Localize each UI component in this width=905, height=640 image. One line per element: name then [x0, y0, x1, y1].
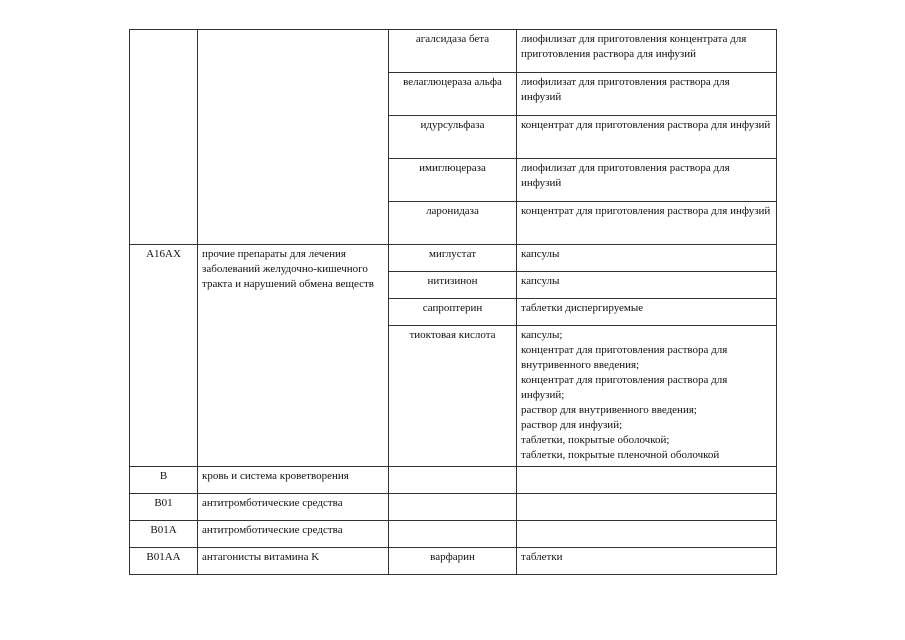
drug-name-cell: имиглюцераза	[389, 159, 517, 202]
atc-code-cell: B	[130, 467, 198, 494]
dosage-form-cell	[517, 494, 777, 521]
drug-name-cell: агалсидаза бета	[389, 30, 517, 73]
dosage-form: концентрат для приготовления раствора для инфузий	[521, 205, 771, 217]
table-row	[130, 467, 777, 494]
dosage-form: концентрат для приготовления раствора для инфузий;	[521, 374, 728, 401]
dosage-form-cell	[517, 326, 777, 467]
dosage-form-cell	[517, 30, 777, 73]
atc-name-cell: кровь и система кроветворения	[198, 467, 389, 494]
atc-name-cell: антитромботические средства	[198, 521, 389, 548]
drug-table	[129, 29, 777, 575]
dosage-form-cell	[517, 467, 777, 494]
drug-name-cell: ларонидаза	[389, 202, 517, 245]
atc-code-cell: B01A	[130, 521, 198, 548]
dosage-form: таблетки, покрытые пленочной оболочкой	[521, 449, 720, 461]
table-row	[130, 548, 777, 575]
dosage-form: концентрат для приготовления раствора для внутривенного введения;	[521, 344, 728, 371]
dosage-form: раствор для внутривенного введения;	[521, 404, 697, 416]
atc-code-cell: B01	[130, 494, 198, 521]
atc-name-cell: антитромботические средства	[198, 494, 389, 521]
atc-code-cell	[130, 30, 198, 245]
dosage-form-cell	[517, 116, 777, 159]
drug-name-cell	[389, 467, 517, 494]
dosage-form-cell	[517, 202, 777, 245]
dosage-form: таблетки, покрытые оболочкой;	[521, 434, 670, 446]
atc-name-cell: прочие препараты для лечения заболеваний желудочно-кишечного тракта и нарушений обмена веществ	[198, 245, 389, 467]
dosage-form: концентрат для приготовления раствора для инфузий	[521, 119, 771, 131]
dosage-form-cell	[517, 245, 777, 272]
dosage-form: таблетки	[521, 551, 563, 563]
table-row	[130, 521, 777, 548]
dosage-form-cell	[517, 73, 777, 116]
dosage-form: таблетки диспергируемые	[521, 302, 644, 314]
atc-code-cell: A16AX	[130, 245, 198, 467]
dosage-form-cell	[517, 299, 777, 326]
drug-name-cell: сапроптерин	[389, 299, 517, 326]
atc-code-cell: B01AA	[130, 548, 198, 575]
table-row	[130, 245, 777, 272]
drug-name-cell	[389, 521, 517, 548]
dosage-form: раствор для инфузий;	[521, 419, 623, 431]
dosage-form: лиофилизат для приготовления концентрата для приготовления раствора для инфузий	[521, 33, 747, 60]
dosage-form: капсулы	[521, 275, 560, 287]
table-row	[130, 30, 777, 73]
dosage-form-cell	[517, 521, 777, 548]
atc-name-cell	[198, 30, 389, 245]
dosage-form-cell	[517, 159, 777, 202]
dosage-form: капсулы;	[521, 329, 563, 341]
atc-name-cell: антагонисты витамина K	[198, 548, 389, 575]
drug-name-cell: идурсульфаза	[389, 116, 517, 159]
dosage-form-cell	[517, 548, 777, 575]
table-row	[130, 494, 777, 521]
drug-name-cell: велаглюцераза альфа	[389, 73, 517, 116]
drug-name-cell: тиоктовая кислота	[389, 326, 517, 467]
dosage-form: капсулы	[521, 248, 560, 260]
drug-name-cell: миглустат	[389, 245, 517, 272]
drug-name-cell: варфарин	[389, 548, 517, 575]
drug-name-cell: нитизинон	[389, 272, 517, 299]
dosage-form-cell	[517, 272, 777, 299]
drug-name-cell	[389, 494, 517, 521]
dosage-form: лиофилизат для приготовления раствора для инфузий	[521, 162, 730, 189]
dosage-form: лиофилизат для приготовления раствора для инфузий	[521, 76, 730, 103]
